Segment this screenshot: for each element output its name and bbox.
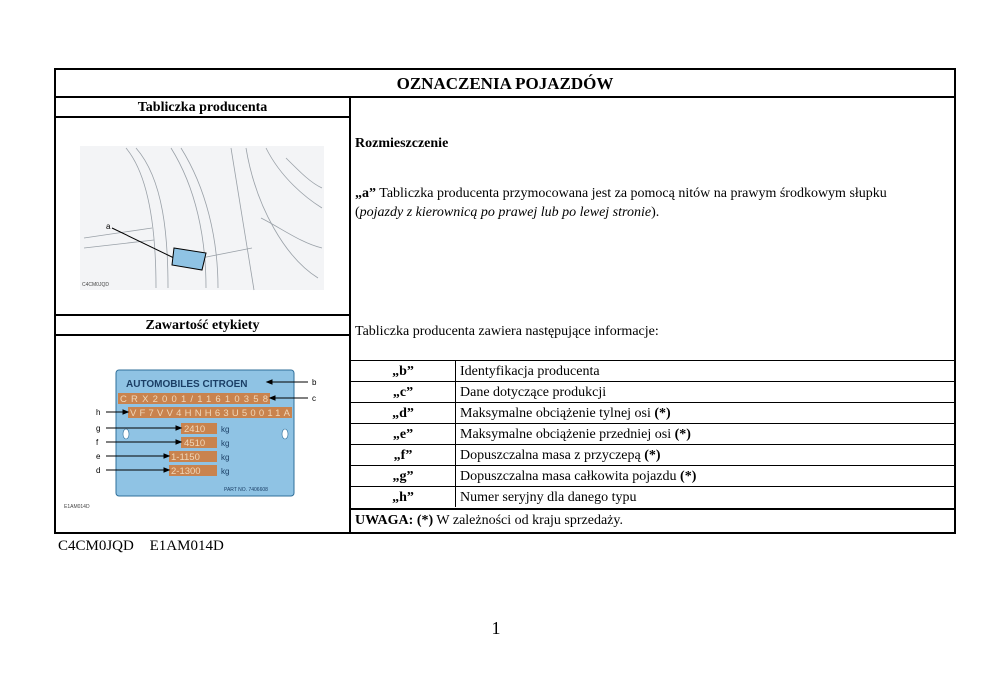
row-code: „b” — [351, 361, 456, 382]
row-code: „c” — [351, 382, 456, 403]
callout-a: a — [106, 222, 111, 231]
plate-part-number: PART NO. 7406608 — [224, 487, 268, 493]
row-text: Identyfikacja producenta — [456, 361, 955, 382]
row-text: Dopuszczalna masa z przyczepą (*) — [456, 445, 955, 466]
table-row — [351, 466, 954, 487]
left-column — [56, 98, 351, 532]
callout-g: g — [96, 424, 101, 433]
plate-info-table — [351, 360, 954, 507]
desc-italic: pojazdy z kierownicą po prawej lub po lewej stronie — [359, 205, 652, 220]
table-title: OZNACZENIA POJAZDÓW — [56, 70, 954, 98]
intro-text: Tabliczka producenta zawiera następujące informacje: — [355, 324, 659, 339]
location-description — [355, 184, 934, 222]
callout-h: h — [96, 408, 101, 417]
callout-d: d — [96, 466, 101, 475]
section-heading: Rozmieszczenie — [355, 136, 449, 151]
plate-gtw: 4510 — [184, 438, 206, 449]
row-code: „d” — [351, 403, 456, 424]
row-code: „h” — [351, 487, 456, 508]
page-number: 1 — [491, 618, 501, 638]
callout-c: c — [312, 394, 316, 403]
row-text: Maksymalne obciążenie przedniej osi (*) — [456, 424, 955, 445]
row-text: Dopuszczalna masa całkowita pojazdu (*) — [456, 466, 955, 487]
plate-rear-axle: 2-1300 — [171, 466, 201, 477]
figure-codes — [58, 538, 236, 555]
label-contents-figure — [56, 336, 349, 532]
table-row — [351, 445, 954, 466]
table-row — [351, 361, 954, 382]
vin-plate-illustration — [56, 336, 349, 524]
figure-code: C4CM0JQD — [58, 538, 134, 554]
callout-b: b — [312, 378, 317, 387]
desc-text: Tabliczka producenta przymocowana jest za pomocą nitów na prawym środkowym słupku ( — [355, 186, 887, 220]
header-label-contents: Zawartość etykiety — [56, 314, 349, 336]
desc-end: ). — [651, 205, 660, 220]
figure2-code: E1AM014D — [64, 504, 90, 510]
plate-unit-e: kg — [221, 453, 230, 462]
table-row — [351, 403, 954, 424]
right-column — [351, 98, 954, 532]
vehicle-markings-table — [54, 68, 956, 534]
row-code: „g” — [351, 466, 456, 487]
note-text: W zależności od kraju sprzedaży. — [433, 513, 623, 528]
plate-location-figure — [56, 118, 349, 314]
plate-front-axle: 1-1150 — [171, 452, 200, 463]
plate-serial-number: VF7VV4HNH63U50011A — [130, 408, 290, 419]
plate-production-data: CRX2001/11610358 — [120, 394, 268, 405]
row-text: Maksymalne obciążenie tylnej osi (*) — [456, 403, 955, 424]
b-pillar-illustration — [56, 118, 349, 314]
plate-unit-f: kg — [221, 439, 230, 448]
table-row — [351, 424, 954, 445]
callout-e: e — [96, 452, 101, 461]
plate-unit-g: kg — [221, 425, 230, 434]
row-code: „f” — [351, 445, 456, 466]
row-code: „e” — [351, 424, 456, 445]
figure-code: E1AM014D — [149, 538, 224, 554]
figure1-code: C4CM0JQD — [82, 282, 109, 288]
plate-unit-d: kg — [221, 467, 230, 476]
table-row — [351, 382, 954, 403]
row-text: Dane dotyczące produkcji — [456, 382, 955, 403]
desc-key: „a” — [355, 186, 376, 201]
table-row — [351, 487, 954, 508]
plate-manufacturer: AUTOMOBILES CITROEN — [126, 379, 248, 390]
note-label: UWAGA: (*) — [355, 513, 434, 528]
note-row — [351, 508, 954, 532]
row-text: Numer seryjny dla danego typu — [456, 487, 955, 508]
callout-f: f — [96, 438, 99, 447]
plate-gvw: 2410 — [184, 424, 206, 435]
header-manufacturer-plate: Tabliczka producenta — [56, 98, 349, 118]
